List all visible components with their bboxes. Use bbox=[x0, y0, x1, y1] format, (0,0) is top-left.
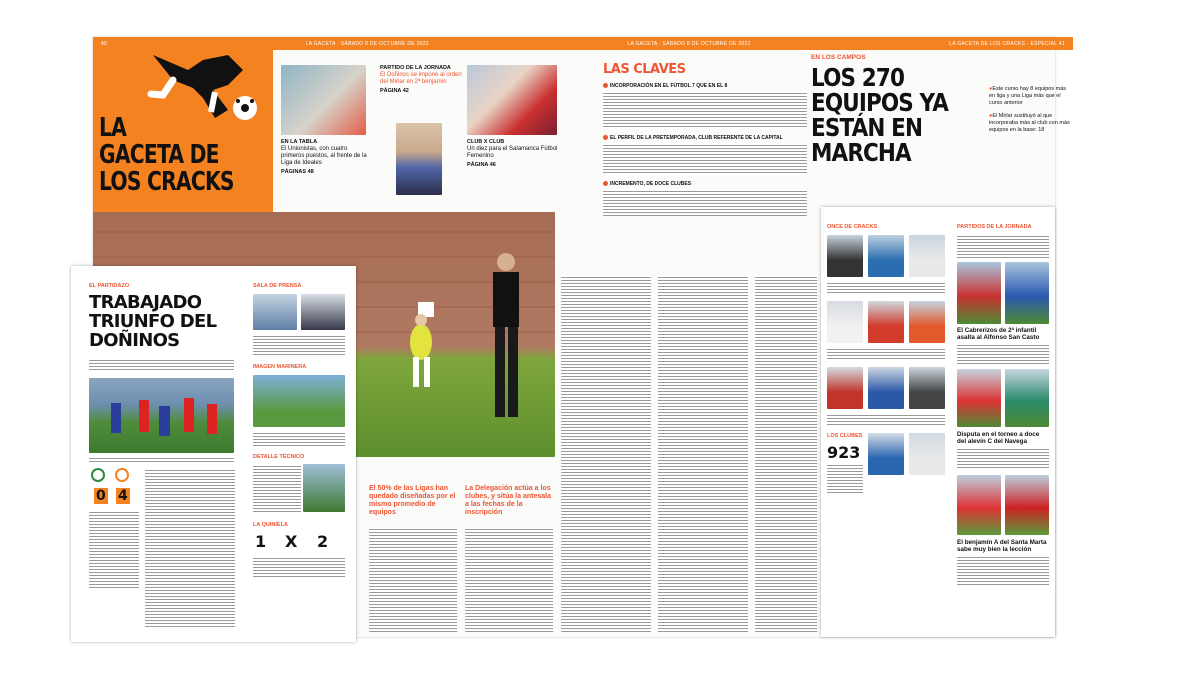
section-label: EL PARTIDAZO bbox=[89, 283, 130, 289]
cifra-value: 923 bbox=[827, 443, 861, 462]
match-photo-players bbox=[89, 378, 234, 453]
body-text-block bbox=[603, 189, 807, 217]
newspaper-spread bbox=[89, 37, 1070, 637]
masthead-title: LA GACETA DE LOS CRACKS bbox=[99, 113, 234, 197]
team-photo bbox=[957, 475, 1001, 535]
promo-ref: PÁGINAS 48 bbox=[281, 169, 314, 175]
lineup-lines bbox=[89, 510, 139, 590]
right-page-panel bbox=[821, 207, 1055, 637]
article-lines bbox=[145, 468, 235, 628]
promo-partido[interactable] bbox=[380, 65, 468, 95]
bullet-dot-icon bbox=[603, 135, 608, 140]
quiniela-x: X bbox=[285, 532, 298, 551]
left-page-panel bbox=[71, 266, 356, 642]
team-lines bbox=[957, 555, 1049, 585]
player-thumb bbox=[827, 301, 863, 343]
clave-head: INCORPORACIÓN EN EL FÚTBOL 7 QUE EN EL 8 bbox=[610, 83, 728, 89]
promo-kicker: PARTIDO DE LA JORNADA bbox=[380, 65, 451, 71]
match-headline: TRABAJADO TRIUNFO DEL DOÑINOS bbox=[89, 292, 217, 351]
match-photo bbox=[89, 378, 234, 453]
player-info-lines bbox=[827, 347, 945, 361]
right-page-lead bbox=[811, 54, 1073, 165]
player-thumb bbox=[868, 367, 904, 409]
promo-text: El Unionistas, con cuatro primeros puestos, al frente de la Liga de Ideales bbox=[281, 146, 367, 166]
player-thumb bbox=[868, 235, 904, 277]
clave-item bbox=[603, 83, 807, 129]
article-col-1 bbox=[369, 527, 457, 632]
clave-item bbox=[603, 135, 807, 175]
promo-kicker: EN LA TABLA bbox=[281, 139, 318, 145]
score-home: 0 bbox=[96, 488, 106, 504]
article-col-2 bbox=[465, 527, 553, 632]
folio-right: LA GACETA DE LOS CRACKS · ESPECIAL 41 bbox=[949, 40, 1065, 47]
player-thumb bbox=[868, 301, 904, 343]
article-col-5 bbox=[755, 275, 817, 632]
masthead bbox=[93, 50, 273, 222]
quiniela-lines bbox=[253, 556, 345, 578]
clave-head: EL PERFIL DE LA PRETEMPORADA, CLUB REFERENTE DE LA CAPITAL bbox=[610, 135, 783, 141]
team-photo bbox=[1005, 475, 1049, 535]
player-thumb bbox=[827, 235, 863, 277]
team-photo bbox=[1005, 262, 1049, 324]
bullet-dot-icon bbox=[603, 181, 608, 186]
partidos-lines bbox=[957, 234, 1049, 258]
sidebar-section: IMAGEN MARINERA bbox=[253, 364, 307, 370]
promo-kicker: CLUB X CLUB bbox=[467, 139, 505, 145]
promo-text: El Doñinos se impone al orden del Mirlar en 2ª benjamín bbox=[380, 72, 462, 85]
las-claves-column bbox=[603, 62, 807, 217]
lead-bullet: ● Este curso hay 8 equipos más en liga y una Liga más que el curso anterior bbox=[989, 86, 1073, 107]
lead-bullet: ● El Mirlar sustituyó al que incorporaba más al club con más equipos en la base: 18 bbox=[989, 113, 1073, 134]
player-thumb bbox=[909, 301, 945, 343]
team-lines bbox=[957, 447, 1049, 469]
player-thumb bbox=[868, 433, 904, 475]
player-info-lines bbox=[827, 413, 945, 427]
caption-lines bbox=[89, 456, 234, 464]
once-title: ONCE DE CRACKS bbox=[827, 224, 878, 230]
cifra-label: LOS CLUBES bbox=[827, 433, 863, 439]
team-caption: El Cabrerizos de 2ª infantil asalta al Alfonso San Casto bbox=[957, 327, 1040, 341]
score-away: 4 bbox=[118, 488, 128, 504]
imagen-photo bbox=[253, 375, 345, 427]
lead-headline: LOS 270 EQUIPOS YA ESTÁN EN MARCHA bbox=[811, 63, 948, 167]
article-col-4 bbox=[658, 275, 748, 632]
player-info-lines bbox=[827, 281, 945, 295]
player-thumb bbox=[909, 367, 945, 409]
sidebar-section: DETALLE TÉCNICO bbox=[253, 454, 305, 460]
pull-quote-2: La Delegación actúa a los clubes, y sitúa la antesala a las fechas de la inscripción bbox=[465, 485, 551, 516]
folio-b: LA GACETA · SÁBADO 8 DE OCTUBRE DE 2022 bbox=[627, 40, 751, 47]
promo-tabla[interactable] bbox=[281, 139, 371, 176]
detalle-lines bbox=[253, 464, 301, 512]
promo-ref: PÁGINA 46 bbox=[467, 162, 496, 168]
promo-photo-kids bbox=[281, 65, 366, 135]
away-crest-icon bbox=[115, 468, 129, 482]
bullet-dot-icon bbox=[603, 83, 608, 88]
promo-photo-club bbox=[467, 65, 557, 135]
player-thumb bbox=[909, 235, 945, 277]
player-thumb bbox=[909, 433, 945, 475]
team-caption: El benjamín A del Santa Marta sabe muy bien la lección bbox=[957, 539, 1047, 553]
team-lines bbox=[957, 343, 1049, 365]
body-text-block bbox=[603, 91, 807, 129]
promo-club[interactable] bbox=[467, 139, 559, 169]
detalle-photo bbox=[303, 464, 345, 512]
imagen-lines bbox=[253, 431, 345, 447]
page-topbar bbox=[93, 37, 1073, 50]
promo-photo-boy bbox=[396, 123, 442, 195]
team-photo bbox=[957, 262, 1001, 324]
article-col-3 bbox=[561, 275, 651, 632]
lead-bullets bbox=[989, 86, 1073, 140]
quiniela-1: 1 bbox=[255, 532, 267, 551]
player-thumb bbox=[827, 367, 863, 409]
partidos-title: PARTIDOS DE LA JORNADA bbox=[957, 224, 1032, 230]
clave-item bbox=[603, 181, 807, 217]
standfirst-lines bbox=[89, 358, 234, 372]
clave-head: INCREMENTO, DE DOCE CLUBES bbox=[610, 181, 692, 187]
body-text-block bbox=[603, 143, 807, 175]
sidebar-section: LA QUINIELA bbox=[253, 522, 288, 528]
press-photo-1 bbox=[253, 294, 297, 330]
home-crest-icon bbox=[91, 468, 105, 482]
team-caption: Disputa en el torneo a doce del alevín C del Navega bbox=[957, 431, 1040, 445]
press-lines bbox=[253, 334, 345, 356]
pull-quote-1: El 50% de las Ligas han quedado diseñadas por el mismo promedio de equipos bbox=[369, 485, 456, 516]
promo-ref: PÁGINA 42 bbox=[380, 88, 409, 94]
claves-title: LAS CLAVES bbox=[603, 62, 686, 77]
quiniela-2: 2 bbox=[317, 532, 329, 551]
lead-kicker: EN LOS CAMPOS bbox=[811, 54, 866, 61]
cifra-lines bbox=[827, 463, 863, 493]
folio-a: LA GACETA · SÁBADO 8 DE OCTUBRE DE 2022 bbox=[305, 40, 429, 47]
team-photo bbox=[957, 369, 1001, 427]
press-photo-2 bbox=[301, 294, 345, 330]
team-photo bbox=[1005, 369, 1049, 427]
page-number-left: 40 bbox=[101, 40, 108, 47]
promo-text: Un diez para el Salamanca Fútbol Femenino bbox=[467, 146, 558, 159]
sidebar-section: SALA DE PRENSA bbox=[253, 283, 302, 289]
